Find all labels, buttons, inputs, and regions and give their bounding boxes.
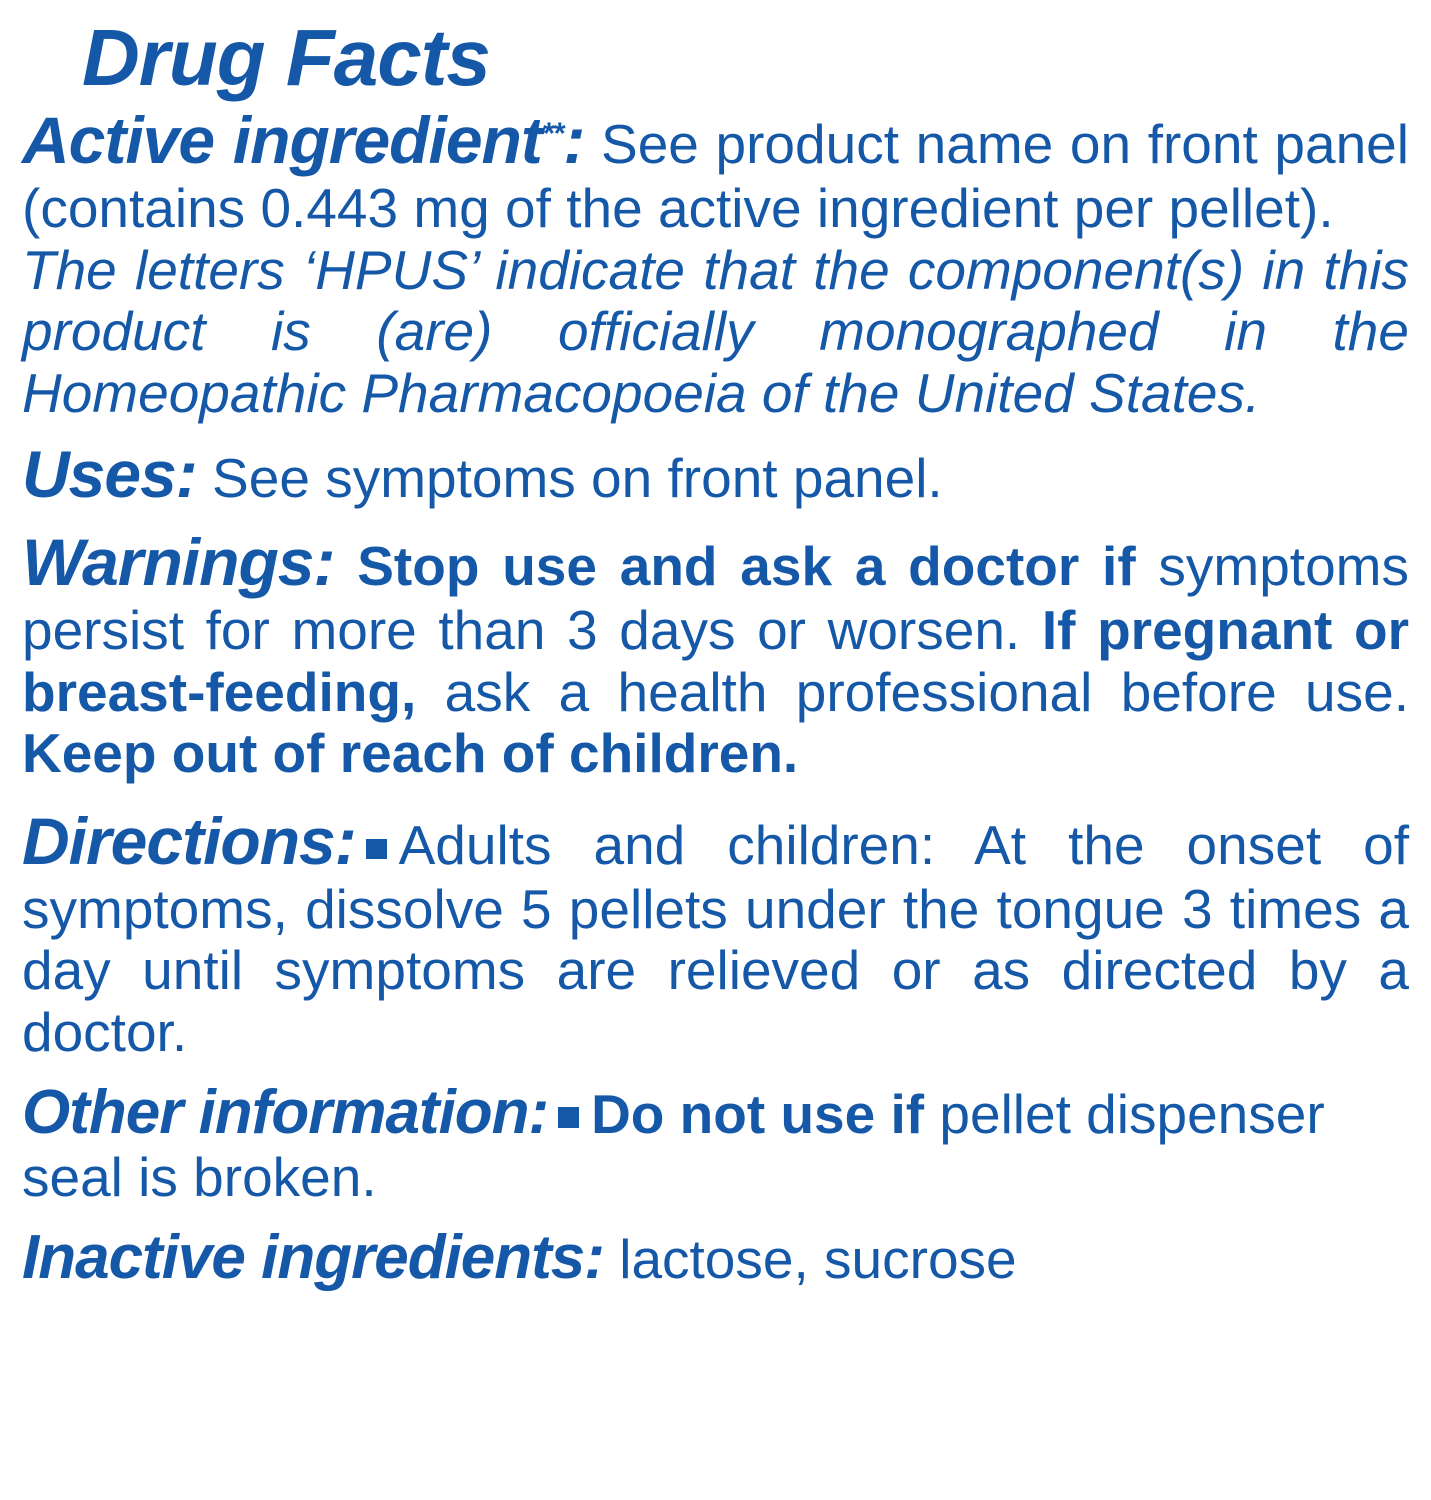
inactive-ingredients-body: lactose, sucrose <box>603 1227 1017 1290</box>
inactive-ingredients-heading: Inactive ingredients: <box>22 1222 604 1292</box>
section-active-ingredient <box>22 104 1409 424</box>
section-other-information <box>22 1078 1409 1209</box>
active-ingredient-body: See product name on front panel (contains 0.443 mg of the active ingredient per pellet). <box>22 113 1409 239</box>
uses-heading: Uses: <box>22 437 197 512</box>
active-ingredient-heading-colon: : <box>563 103 585 177</box>
directions-body: Adults and children: At the onset of symptoms, dissolve 5 pellets under the tongue 3 times a day until symptoms are relieved or as directed by a doctor. <box>22 813 1409 1063</box>
active-ingredient-paragraph <box>22 104 1409 240</box>
active-ingredient-heading: Active ingredient <box>22 103 542 177</box>
square-bullet-icon <box>558 1107 579 1128</box>
square-bullet-icon <box>366 839 387 860</box>
other-information-heading: Other information: <box>22 1077 549 1147</box>
warnings-bold-1: Stop use and ask a doctor if <box>334 535 1136 598</box>
other-information-bold: Do not use if <box>591 1082 925 1145</box>
section-uses <box>22 438 1409 512</box>
uses-body: See symptoms on front panel. <box>196 447 943 510</box>
active-ingredient-hpus-note: The letters ‘HPUS’ indicate that the component(s) in this product is (are) officially monographed in the Homeopathic Pharmacopoeia of the United States. <box>22 238 1409 424</box>
warnings-text-2: ask a health professional before use. <box>416 660 1409 723</box>
section-warnings <box>22 526 1409 785</box>
section-inactive-ingredients <box>22 1223 1409 1292</box>
uses-paragraph <box>22 438 1409 512</box>
directions-paragraph <box>22 805 1409 1064</box>
inactive-ingredients-paragraph <box>22 1223 1409 1292</box>
directions-heading: Directions: <box>22 803 356 878</box>
warnings-text-1: symptoms persist for more than 3 days or worsen. <box>22 535 1409 662</box>
warnings-heading: Warnings: <box>22 525 335 600</box>
warnings-bold-3: Keep out of reach of children. <box>22 722 799 785</box>
active-ingredient-heading-superscript: ** <box>541 117 564 151</box>
other-information-paragraph <box>22 1078 1409 1209</box>
section-directions <box>22 805 1409 1064</box>
warnings-paragraph <box>22 526 1409 785</box>
other-information-body: pellet dispenser seal is broken. <box>22 1082 1325 1208</box>
page-title: Drug Facts <box>82 13 490 102</box>
warnings-bold-2: If pregnant or breast-feeding, <box>22 599 1409 723</box>
